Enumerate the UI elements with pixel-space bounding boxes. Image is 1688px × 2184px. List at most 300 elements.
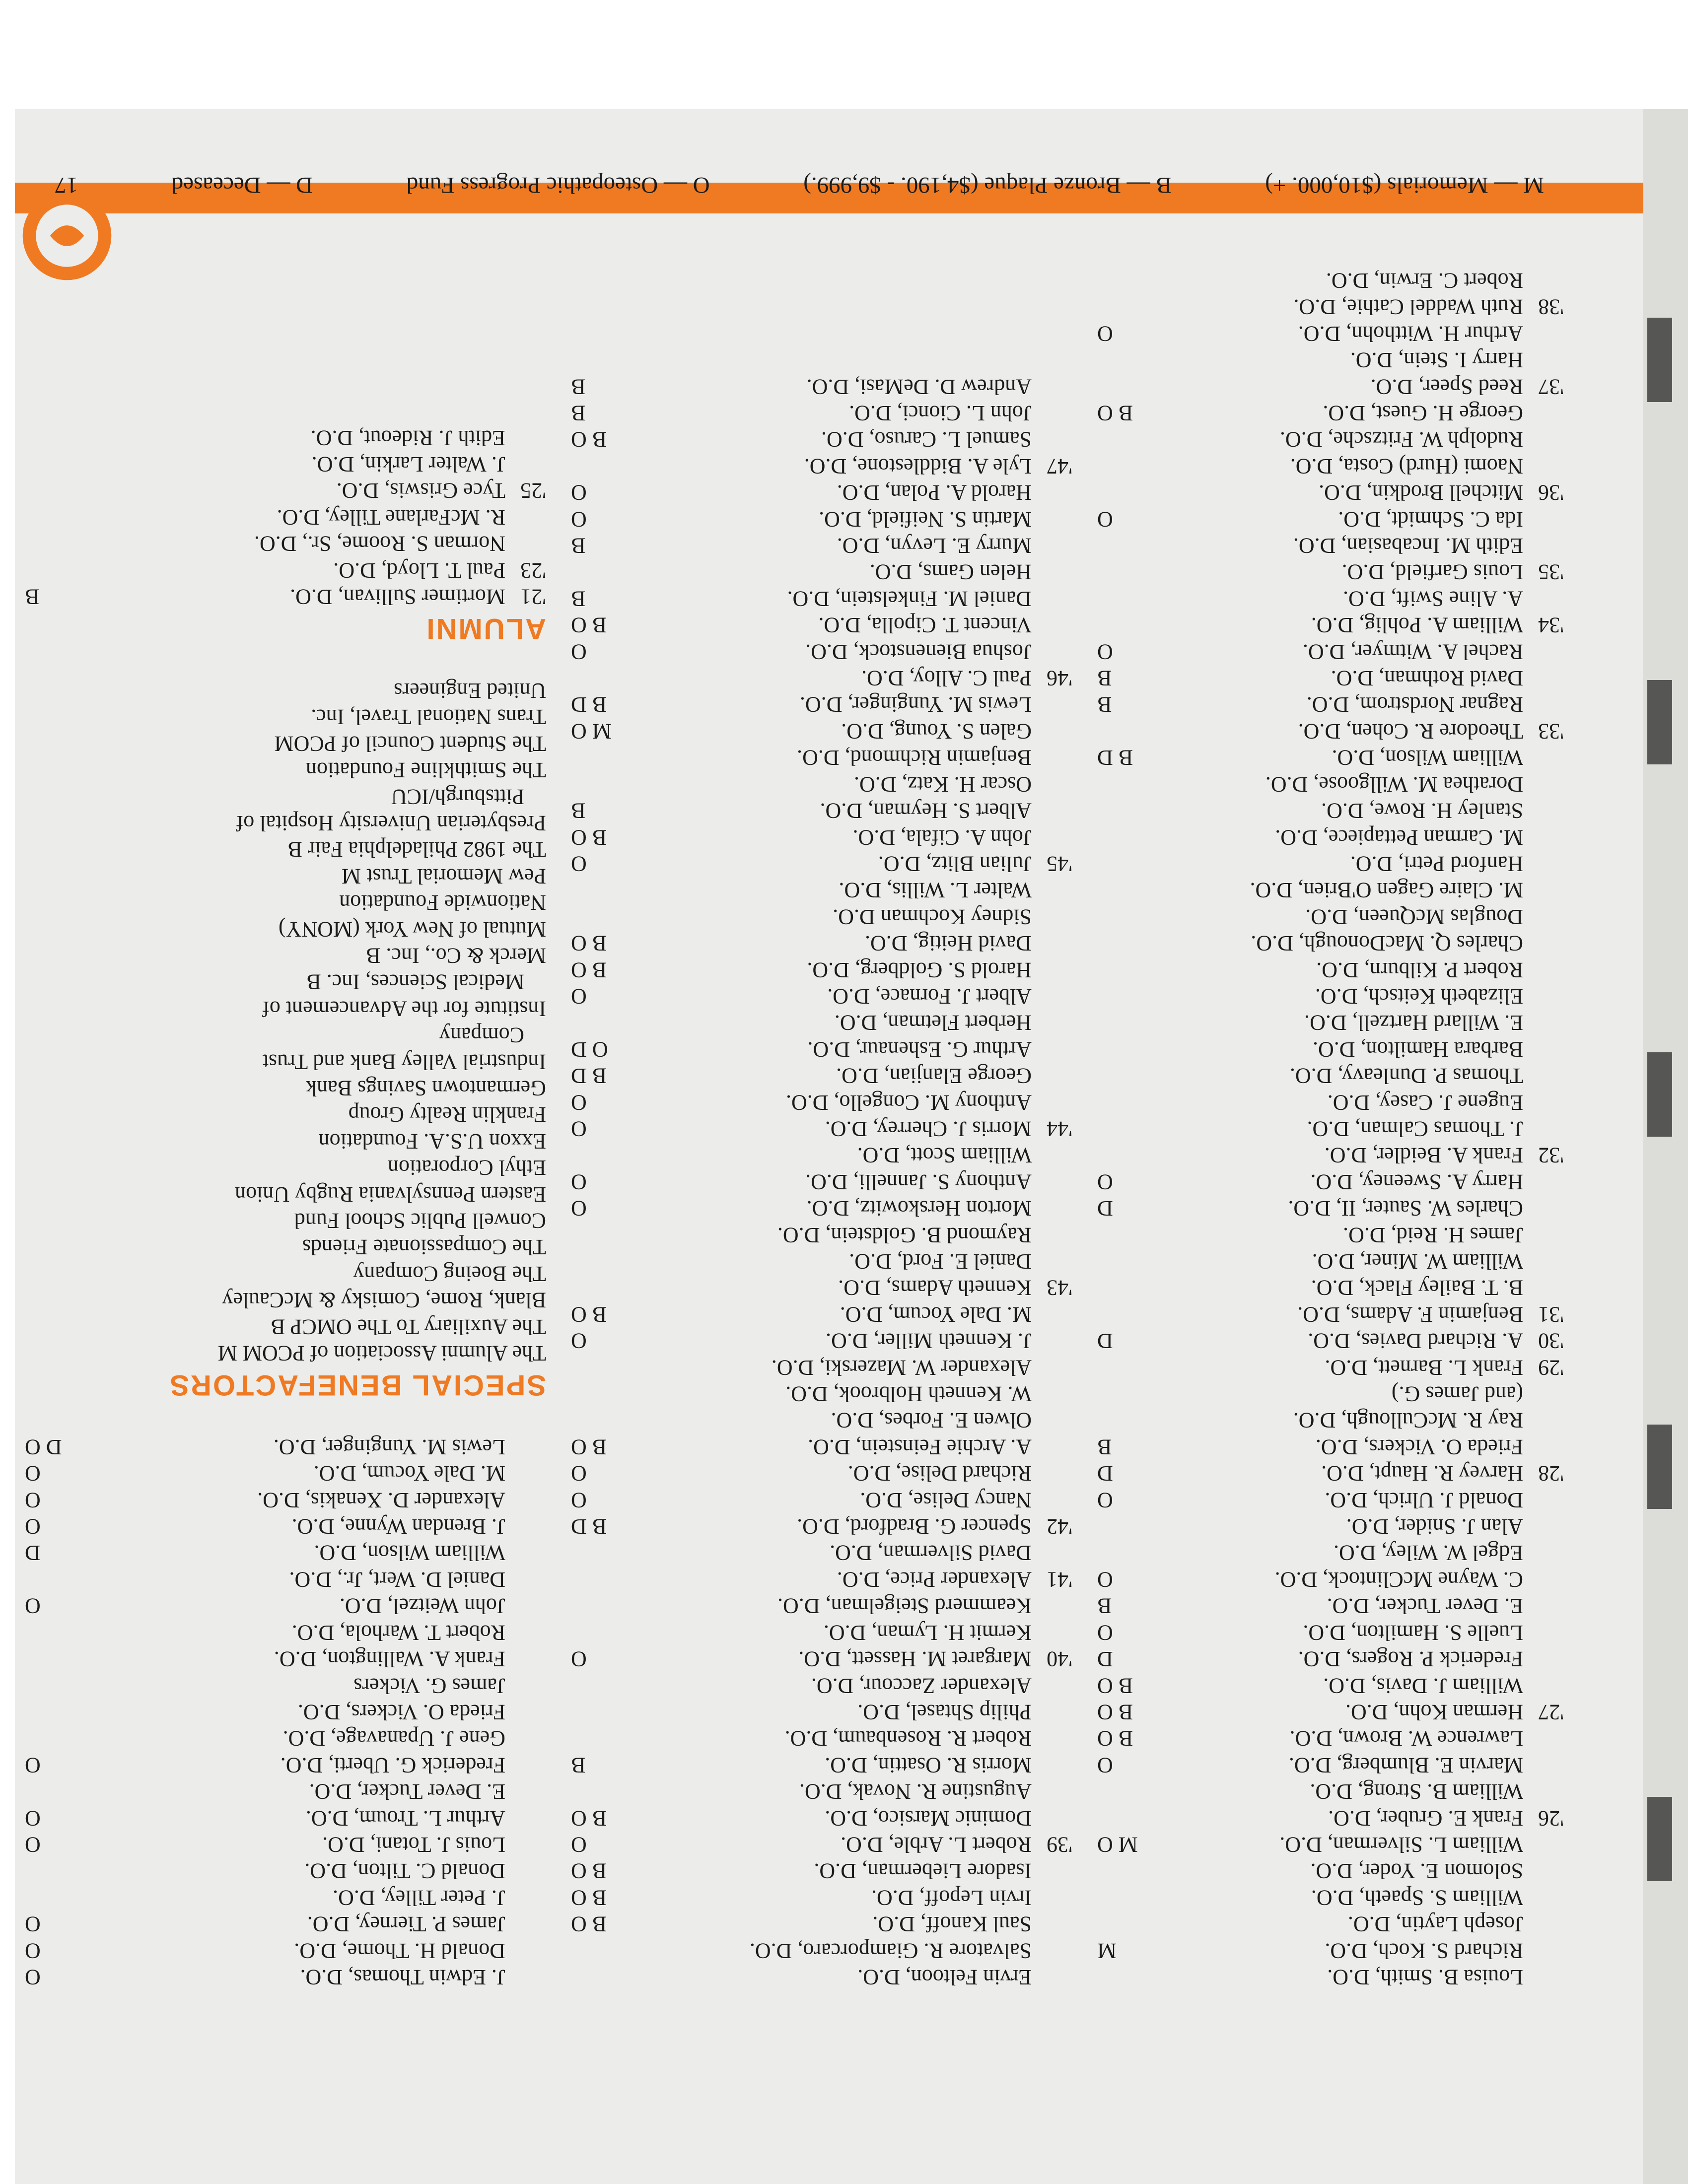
donor-codes: B [571, 401, 586, 426]
class-year [505, 1937, 546, 1964]
donor-entry [571, 506, 1072, 532]
donor-name: Dorathea M. Willgoose, D.O. [1265, 772, 1523, 797]
donor-name: Morton Herskowitz, D.O. [806, 1196, 1032, 1221]
donor-name: Morris J. Cherrey, D.O. [825, 1117, 1032, 1141]
class-year [1523, 877, 1564, 903]
donor-name: Paul T. Lloyd, D.O. [333, 558, 505, 583]
donor-entry [1097, 1646, 1564, 1672]
class-year [1032, 585, 1072, 612]
class-year [505, 1832, 546, 1858]
donor-entry [1097, 1937, 1564, 1964]
donor-name: Margaret M. Hassett, D.O. [798, 1647, 1032, 1672]
donor-name: Frank E. Gruber, D.O. [1328, 1806, 1523, 1831]
donor-name: Robert R. Rosenbaum, D.O. [784, 1726, 1032, 1751]
donor-codes [571, 1222, 577, 1248]
class-year [505, 1699, 546, 1725]
donor-codes: B D [571, 692, 607, 717]
donor-name: Charles Q. MacDonough, D.O. [1251, 931, 1523, 956]
class-year: '40 [1047, 1647, 1072, 1672]
donor-name: Martin S. Neifield, D.O. [819, 507, 1032, 532]
class-year: '27 [1538, 1700, 1564, 1724]
donor-name: Raymond B. Goldstein, D.O. [777, 1223, 1032, 1247]
benefactor-line: Eastern Pennsylvania Rugby Union [235, 1182, 546, 1207]
donor-name: Ervin Feltoon, D.O. [857, 1965, 1032, 1989]
donor-codes [571, 903, 577, 930]
benefactor-line: Franklin Realty Group [348, 1102, 546, 1127]
donor-codes: O [25, 1806, 41, 1831]
donor-entry [571, 612, 1072, 638]
donor-name: James P. Tierney, D.O. [307, 1912, 505, 1937]
donor-name: Harvey R. Haupt, D.O. [1321, 1461, 1523, 1486]
benefactor-line: The Alumni Association of PCOM M [217, 1341, 546, 1366]
donor-codes: O D [571, 1037, 608, 1062]
class-year [1523, 1858, 1564, 1884]
donor-name: Oscar H. Katz, D.O. [854, 772, 1032, 797]
donor-codes [1097, 771, 1103, 797]
donor-name: Donald C. Tilton, D.O. [304, 1859, 505, 1884]
donor-codes: D O [25, 1434, 62, 1459]
donor-codes: O [1097, 1169, 1113, 1194]
donor-name: William L. Silverman, D.O. [1279, 1832, 1523, 1857]
donor-codes: B D [571, 1064, 607, 1089]
donor-name: Augustine R. Novak, D.O. [799, 1779, 1032, 1804]
class-year: '23 [520, 558, 546, 583]
donor-codes [1097, 1805, 1103, 1831]
donor-name: R. McFarlane Tilley, D.O. [277, 505, 505, 530]
donor-name: Barbara Hamilton, D.O. [1313, 1037, 1523, 1062]
class-year [1032, 1858, 1072, 1884]
donor-name: Robert T. Warhola, D.O. [291, 1620, 505, 1645]
class-year [1032, 1672, 1072, 1699]
donor-codes [1097, 559, 1103, 585]
donor-entry [25, 1884, 546, 1911]
donor-entry [1097, 1301, 1564, 1327]
donor-entry [1097, 1619, 1564, 1645]
donor-codes [571, 1593, 577, 1619]
donor-entry [571, 585, 1072, 612]
donor-name: (and James G.) [1391, 1382, 1523, 1407]
donor-name: A. Aline Swift, D.O. [1343, 586, 1523, 611]
class-year [1523, 1487, 1564, 1513]
special-benefactors-list [25, 678, 546, 1367]
donor-codes [25, 1725, 31, 1752]
donor-name: George Elanjian, D.O. [836, 1064, 1032, 1089]
donor-name: Richard S. Koch, D.O. [1325, 1938, 1523, 1963]
donor-codes: B [571, 799, 586, 823]
class-year [1523, 1116, 1564, 1142]
donor-entry [1097, 1222, 1564, 1248]
donor-codes: B O [1097, 401, 1133, 426]
donor-name: Charles W. Sauter, II, D.O. [1288, 1196, 1523, 1221]
donor-name: B. T. Bailey Flack, D.O. [1311, 1276, 1523, 1300]
donor-codes [25, 1619, 31, 1645]
donor-codes: B [571, 586, 586, 611]
donor-name: Louisa B. Smith, D.O. [1327, 1965, 1523, 1989]
donor-codes [1097, 612, 1103, 638]
donor-codes: B D [1097, 746, 1133, 770]
class-year [1032, 1142, 1072, 1168]
donor-name: Daniel M. Finkelstein, D.O. [787, 586, 1032, 611]
class-year [1032, 1725, 1072, 1752]
donor-name: Salvatore R. Giamporcaro, D.O. [749, 1938, 1032, 1963]
donor-name: Philip Shtasel, D.O. [857, 1700, 1032, 1724]
donor-name: Murry E. Levyn, D.O. [837, 534, 1032, 558]
class-year [1523, 1036, 1564, 1062]
donor-entry [1097, 665, 1564, 691]
donor-entry [571, 1116, 1072, 1142]
donor-codes: D [1097, 1647, 1113, 1672]
donor-name: E. Dever Tucker, D.O. [1327, 1594, 1523, 1619]
donor-codes [1097, 1222, 1103, 1248]
donor-entry [1097, 426, 1564, 453]
donor-entry [571, 1672, 1072, 1699]
donor-entry [25, 1646, 546, 1672]
donor-name: Julian Blitz, D.O. [878, 851, 1032, 876]
class-year: '34 [1538, 613, 1564, 638]
class-year [1032, 1301, 1072, 1327]
donor-name: Galen S. Young, D.O. [841, 719, 1032, 744]
donor-codes [1097, 1248, 1103, 1275]
donor-entry [1097, 1381, 1564, 1407]
donor-entry [25, 584, 546, 610]
donor-entry [1097, 1168, 1564, 1195]
donor-name: David Silverman, D.O. [830, 1541, 1032, 1566]
donor-name: Alexander W. Mazerski, D.O. [771, 1355, 1032, 1380]
class-year [1523, 1275, 1564, 1301]
donor-name: Robert L. Arble, D.O. [841, 1832, 1032, 1857]
donor-name: Louis Garfield, D.O. [1341, 560, 1523, 585]
donor-entry [571, 1010, 1072, 1036]
donor-codes: O [571, 1117, 587, 1141]
donor-entry [25, 1964, 546, 1990]
donor-name: Frederick G. Uberti, D.O. [280, 1753, 505, 1777]
donor-entry [1097, 1460, 1564, 1487]
benefactor-line: Pittsburgh/ICU [391, 784, 524, 809]
class-year [1032, 1433, 1072, 1460]
class-year [1523, 268, 1564, 294]
class-year: '25 [520, 478, 546, 503]
donor-name: Albert S. Heyman, D.O. [820, 799, 1032, 823]
donor-entry [1097, 612, 1564, 638]
donor-name: Herbert Fletman, D.O. [834, 1011, 1032, 1035]
donor-entry [25, 557, 546, 583]
donor-entry [571, 373, 1072, 400]
donor-name: William Wilson, D.O. [314, 1541, 505, 1566]
donor-codes: O [571, 507, 587, 532]
donor-entry [1097, 1063, 1564, 1089]
legend-progress-fund: O — Osteopathic Progress Fund [406, 172, 710, 198]
donor-codes: M [1097, 1938, 1117, 1963]
donor-codes: B O [571, 825, 607, 850]
donor-name: Donald H. Thome, D.O. [294, 1938, 505, 1963]
donor-codes: O [25, 1753, 41, 1777]
donor-entry [571, 1195, 1072, 1222]
class-year [1032, 373, 1072, 400]
donor-entry [25, 1778, 546, 1805]
donor-entry [1097, 1036, 1564, 1062]
class-year [505, 1433, 546, 1460]
donor-entry [1097, 400, 1564, 426]
donor-name: Mitchell Brodkin, D.O. [1319, 480, 1523, 505]
donor-codes: O [571, 1090, 587, 1115]
page-number: 17 [55, 172, 78, 198]
donor-name: Kenneth Adams, D.O. [838, 1276, 1032, 1300]
donor-entry [1097, 691, 1564, 718]
donor-name: Frederick P. Rogers, D.O. [1298, 1647, 1523, 1672]
benefactor-line: Germantown Savings Bank [306, 1076, 546, 1101]
class-year [1032, 718, 1072, 745]
donor-codes: B O [571, 1859, 607, 1884]
donor-name: Lawrence W. Brown, D.O. [1289, 1726, 1523, 1751]
class-year [1523, 1725, 1564, 1752]
donor-entry [571, 691, 1072, 718]
donor-codes [1097, 1116, 1103, 1142]
donor-entry [1097, 1964, 1564, 1990]
donor-codes [571, 771, 577, 797]
class-year [1523, 1381, 1564, 1407]
donor-codes [1097, 1407, 1103, 1433]
class-year [1032, 877, 1072, 903]
donor-codes [571, 1964, 577, 1990]
class-year [1032, 1487, 1072, 1513]
donor-codes: O [25, 1938, 41, 1963]
donor-name: Stanley H. Rowe, D.O. [1321, 799, 1523, 823]
donor-entry [1097, 479, 1564, 506]
donor-codes [571, 1725, 577, 1752]
benefactor-line: The Smithkline Foundation [306, 758, 546, 783]
donor-codes [1097, 1275, 1103, 1301]
class-year [1032, 1089, 1072, 1115]
donor-entry [571, 1540, 1072, 1566]
donor-codes [25, 1884, 31, 1911]
donor-name: Frieda O. Vickers, D.O. [297, 1700, 505, 1724]
donor-name: Arthur G. Eshenaur, D.O. [807, 1037, 1032, 1062]
donor-codes [571, 453, 577, 479]
donor-codes [25, 478, 31, 504]
donor-entry [25, 1619, 546, 1645]
donor-codes: B [1097, 692, 1112, 717]
donor-codes [571, 1407, 577, 1433]
class-year [1523, 903, 1564, 930]
donor-name: Lewis M. Yunginger, D.O. [273, 1434, 505, 1459]
benefactor-line: Medical Sciences, Inc. B [306, 970, 524, 995]
benefactor-line: United Engineers [394, 678, 546, 703]
donor-name: David Rothman, D.O. [1331, 666, 1523, 691]
class-year [1523, 1513, 1564, 1540]
donor-entry [1097, 453, 1564, 479]
donor-codes: O [1097, 1488, 1113, 1512]
alumni-heading: ALUMNI [425, 613, 546, 645]
class-year [1032, 1248, 1072, 1275]
donor-codes: D [25, 1541, 41, 1566]
benefactor-line: Institute for the Advancement of [262, 996, 546, 1021]
donor-codes [25, 1858, 31, 1884]
donor-name: Anthony M. Congello, D.O. [786, 1090, 1032, 1115]
class-year [1032, 638, 1072, 665]
donor-entry [1097, 347, 1564, 373]
donor-name: Albert J. Fornace, D.O. [827, 984, 1032, 1009]
donor-codes: O [571, 1196, 587, 1221]
donor-name: Marvin E. Blumberg, D.O. [1288, 1753, 1523, 1777]
donor-entry [571, 400, 1072, 426]
donor-codes: O [1097, 639, 1113, 664]
class-year [505, 1619, 546, 1645]
class-year [1523, 1248, 1564, 1275]
donor-codes [1097, 1911, 1103, 1937]
donor-name: Lyle A. Biddlestone, D.O. [804, 454, 1032, 478]
class-year [1523, 426, 1564, 453]
donor-entry [571, 1858, 1072, 1884]
donor-codes: O [25, 1965, 41, 1989]
donor-name: J. Thomas Calman, D.O. [1307, 1117, 1523, 1141]
donor-entry [1097, 956, 1564, 983]
class-year [505, 1778, 546, 1805]
donor-name: William S. Spaeth, D.O. [1311, 1885, 1523, 1910]
donor-name: Luelle S. Hamilton, D.O. [1303, 1620, 1523, 1645]
donor-entry [25, 1672, 546, 1699]
donor-name: Daniel E. Ford, D.O. [849, 1249, 1032, 1274]
class-year [1032, 1699, 1072, 1725]
benefactor-line: Blank, Rome, Comisky & McCauley [222, 1288, 546, 1313]
donor-codes [1097, 877, 1103, 903]
class-year [1523, 320, 1564, 346]
class-year [1032, 771, 1072, 797]
donor-codes [571, 1699, 577, 1725]
class-year [1523, 771, 1564, 797]
donor-codes: O [571, 1461, 587, 1486]
donor-codes: O [571, 1647, 587, 1672]
donor-codes [1097, 1301, 1103, 1327]
donor-codes: B D [571, 1514, 607, 1539]
donor-codes [1097, 453, 1103, 479]
donor-codes: D [1097, 1461, 1113, 1486]
class-year: '45 [1047, 851, 1072, 876]
donor-codes [1097, 903, 1103, 930]
legend-deceased: D — Deceased [171, 172, 313, 198]
donor-name: J. Brendan Wynne, D.O. [291, 1514, 505, 1539]
donor-name: Joshua Bienenstock, D.O. [805, 639, 1032, 664]
donor-entry [571, 638, 1072, 665]
class-year: '37 [1538, 374, 1564, 399]
donor-entry [571, 1275, 1072, 1301]
class-year: '29 [1538, 1355, 1564, 1380]
donor-codes: O [25, 1461, 41, 1486]
donor-codes [1097, 798, 1103, 824]
donor-entry [1097, 1195, 1564, 1222]
donor-name: M. Dale Yocum, D.O. [840, 1302, 1032, 1327]
donor-entry [1097, 745, 1564, 771]
class-year [1032, 1752, 1072, 1778]
class-year [1523, 453, 1564, 479]
donor-entry [25, 504, 546, 531]
class-year [1523, 533, 1564, 559]
donor-name: Hanford Petri, D.O. [1350, 851, 1523, 876]
class-year [1523, 1089, 1564, 1115]
donor-name: Tyce Griswis, D.O. [336, 478, 505, 503]
class-year: '32 [1538, 1143, 1564, 1168]
donor-name: Paul C. Alloy, D.O. [861, 666, 1032, 691]
donor-entry [1097, 1540, 1564, 1566]
donor-codes: B [25, 585, 40, 610]
donor-codes [1097, 983, 1103, 1010]
class-year [505, 1646, 546, 1672]
donor-codes: B [571, 534, 586, 558]
donor-entry [571, 771, 1072, 797]
donor-name: Herman Kohn, D.O. [1345, 1700, 1523, 1724]
donor-entry [571, 1964, 1072, 1990]
class-year [1523, 824, 1564, 850]
donor-name: Anthony S. Jannelli, D.O. [805, 1169, 1032, 1194]
donor-entry [1097, 294, 1564, 320]
donor-codes: B [1097, 666, 1112, 691]
donor-entry [571, 1567, 1072, 1593]
donor-entry [571, 453, 1072, 479]
donor-codes: B [571, 374, 586, 399]
donor-entry [25, 1805, 546, 1831]
donor-entry [571, 1805, 1072, 1831]
donor-name: Benjamin Richmond, D.O. [797, 746, 1032, 770]
donor-codes [1097, 347, 1103, 373]
donor-codes [1097, 426, 1103, 453]
class-year: '28 [1538, 1461, 1564, 1486]
donor-name: Edith J. Rideout, D.O. [310, 425, 505, 450]
class-year: '31 [1538, 1302, 1564, 1327]
donor-codes [1097, 1858, 1103, 1884]
donor-entry [25, 1593, 546, 1619]
class-year [1032, 533, 1072, 559]
donor-codes [571, 665, 577, 691]
donor-entry [25, 424, 546, 451]
donor-codes [1097, 533, 1103, 559]
donor-entry [1097, 1407, 1564, 1433]
donor-name: Ray R. McCullough, D.O. [1293, 1408, 1523, 1433]
donor-entry [1097, 1248, 1564, 1275]
benefactor-line: Ethyl Corporation [388, 1156, 546, 1180]
class-year [1032, 1407, 1072, 1433]
donor-codes: O [1097, 507, 1113, 532]
donor-entry [1097, 1513, 1564, 1540]
class-year [1032, 1381, 1072, 1407]
donor-name: William B. Strong, D.O. [1310, 1779, 1523, 1804]
donor-entry [1097, 559, 1564, 585]
donor-name: Olwen E. Forbes, D.O. [831, 1408, 1032, 1433]
special-benefactors-heading: SPECIAL BENEFACTORS [168, 1369, 546, 1402]
donor-entry [1097, 1699, 1564, 1725]
class-year [1523, 1540, 1564, 1566]
donor-entry [571, 1619, 1072, 1645]
donor-entry [571, 1487, 1072, 1513]
donor-entry [571, 559, 1072, 585]
class-year [1523, 1884, 1564, 1911]
benefactor-line: Merck & Co., Inc. B [366, 943, 546, 968]
donor-entry [571, 1089, 1072, 1115]
class-year [1523, 1168, 1564, 1195]
class-year [1032, 612, 1072, 638]
donor-name: Spencer G. Bradford, D.O. [797, 1514, 1032, 1539]
class-year [1032, 1328, 1072, 1354]
donor-entry [1097, 506, 1564, 532]
donor-entry [1097, 1354, 1564, 1380]
donor-name: Frieda O. Vickers, D.O. [1315, 1434, 1523, 1459]
donor-entry [571, 1778, 1072, 1805]
donor-codes [1097, 1964, 1103, 1990]
class-year [1523, 1010, 1564, 1036]
class-year [505, 1752, 546, 1778]
donor-codes: O [1097, 1620, 1113, 1645]
donor-entry [1097, 930, 1564, 956]
donor-codes: B [1097, 1594, 1112, 1619]
class-year [505, 1487, 546, 1513]
